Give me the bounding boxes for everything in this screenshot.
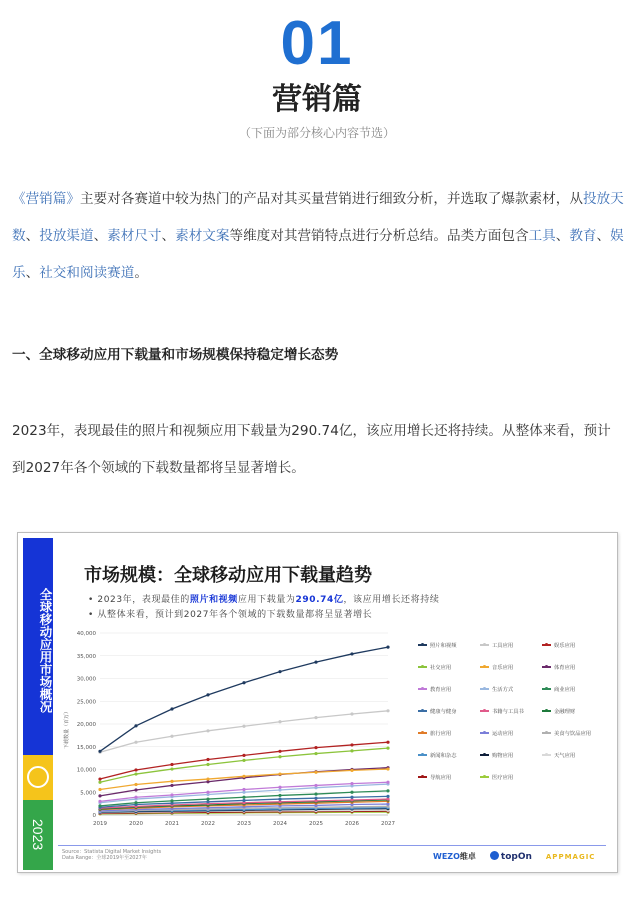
- legend-swatch: [480, 776, 489, 778]
- data-point: [350, 743, 353, 746]
- intro-text: 。: [134, 265, 148, 281]
- intro-keyword: 素材文案: [175, 228, 230, 244]
- data-range-line: Data Range：全球2019年至2027年: [62, 855, 147, 861]
- legend-swatch: [418, 732, 427, 734]
- data-point: [206, 763, 209, 766]
- legend-swatch: [480, 688, 489, 690]
- legend-item: [418, 685, 451, 693]
- legend-label: 旅行应用: [430, 731, 452, 737]
- legend-label: 商业应用: [554, 687, 576, 693]
- data-point: [242, 775, 245, 778]
- legend-label: 教育应用: [430, 687, 452, 693]
- topon-logo: [490, 851, 532, 862]
- y-tick-label: 25,000: [76, 699, 96, 706]
- legend-item: [480, 707, 524, 715]
- data-point: [386, 741, 389, 744]
- bullet-2: • 从整体来看，预计到2027年各个领域的下载数量都将呈显著增长: [88, 610, 373, 620]
- data-point: [350, 652, 353, 655]
- legend-label: 音乐应用: [492, 665, 514, 671]
- data-point: [278, 794, 281, 797]
- x-tick-label: 2021: [165, 821, 179, 827]
- sidebar-ring-block: [23, 755, 53, 800]
- x-tick-label: 2020: [129, 821, 143, 827]
- appmagic-logo: APPMAGIC: [545, 852, 596, 861]
- data-point: [314, 746, 317, 749]
- data-point: [314, 661, 317, 664]
- data-point: [350, 749, 353, 752]
- section-number: 01: [280, 9, 354, 78]
- data-point: [314, 752, 317, 755]
- source-line: Source：Statista Digital Market Insights: [62, 849, 162, 855]
- data-point: [170, 784, 173, 787]
- topon-dot-icon: [490, 851, 499, 860]
- source-note: [62, 849, 161, 861]
- legend-swatch: [480, 710, 489, 712]
- data-point: [314, 797, 317, 800]
- chart-title: 市场规模：全球移动应用下载量趋势: [84, 565, 372, 586]
- legend-swatch: [542, 732, 551, 734]
- data-point: [278, 797, 281, 800]
- legend-swatch: [480, 644, 489, 646]
- legend-swatch: [418, 644, 427, 646]
- intro-text: 、: [25, 265, 40, 281]
- legend-label: 社交应用: [430, 665, 452, 671]
- data-point: [206, 797, 209, 800]
- legend-item: [542, 685, 575, 693]
- legend-label: 照片和视频: [430, 643, 457, 649]
- intro-keyword: 社交和阅读赛道: [39, 265, 135, 281]
- data-point: [278, 670, 281, 673]
- data-point: [98, 750, 101, 753]
- data-point: [98, 777, 101, 780]
- intro-keyword: 工具: [528, 228, 556, 244]
- legend-label: 美食与饮品应用: [554, 731, 592, 737]
- data-point: [134, 772, 137, 775]
- legend-swatch: [542, 666, 551, 668]
- figure-frame: [17, 532, 618, 873]
- intro-text: 等维度对其营销特点进行分析总结。品类方面包含: [229, 228, 529, 244]
- y-tick-label: 30,000: [76, 676, 96, 683]
- x-tick-label: 2023: [237, 821, 251, 827]
- divider: [58, 845, 606, 846]
- legend-label: 生活方式: [492, 687, 514, 693]
- intro-text: 、: [93, 228, 108, 244]
- data-point: [386, 781, 389, 784]
- legend-label: 新闻和杂志: [430, 753, 457, 759]
- legend-swatch: [418, 776, 427, 778]
- bullet-highlight: 照片和视频: [189, 595, 238, 605]
- data-point: [206, 777, 209, 780]
- y-tick-label: 10,000: [76, 767, 96, 774]
- x-tick-label: 2025: [309, 821, 323, 827]
- legend-label: 运动应用: [492, 731, 514, 737]
- logo-bar: [433, 851, 595, 862]
- weizo-logo-text: WEZO: [433, 852, 460, 861]
- y-tick-label: 0: [92, 813, 96, 819]
- data-point: [134, 724, 137, 727]
- y-axis-label: 下载数量（百万）: [64, 708, 70, 749]
- legend-item: [480, 641, 513, 649]
- section-title: 营销篇: [272, 82, 362, 117]
- data-point: [350, 712, 353, 715]
- data-point: [314, 771, 317, 774]
- body-paragraph: 2023年，表现最佳的照片和视频应用下载量为290.74亿，该应用增长还将持续。从整体来看，预计到2027年各个领域的下载数量都将呈显著增长。: [12, 423, 611, 476]
- data-point: [134, 783, 137, 786]
- legend-label: 天气应用: [554, 753, 576, 759]
- bullet-highlight: 290.74亿: [295, 595, 344, 605]
- data-point: [278, 800, 281, 803]
- intro-keyword: 投放天数: [12, 191, 624, 244]
- data-point: [206, 729, 209, 732]
- data-point: [314, 792, 317, 795]
- data-point: [242, 754, 245, 757]
- intro-keyword: 教育: [569, 228, 597, 244]
- series-line: [100, 647, 388, 751]
- legend-item: [418, 773, 451, 781]
- data-point: [386, 709, 389, 712]
- data-point: [350, 769, 353, 772]
- sidebar-label: 全球移动应用市场概况: [23, 538, 53, 755]
- intro-text: 、: [555, 228, 570, 244]
- data-point: [386, 802, 389, 805]
- y-tick-label: 5,000: [80, 790, 96, 797]
- legend-item: [480, 751, 513, 759]
- x-tick-label: 2019: [93, 821, 107, 827]
- legend-swatch: [418, 688, 427, 690]
- data-point: [206, 800, 209, 803]
- ring-icon: [27, 766, 49, 788]
- data-point: [278, 750, 281, 753]
- data-point: [386, 646, 389, 649]
- bullet-text: • 2023年，表现最佳的: [88, 595, 190, 605]
- data-point: [134, 768, 137, 771]
- legend-swatch: [418, 666, 427, 668]
- legend-item: [418, 751, 457, 759]
- data-point: [242, 681, 245, 684]
- legend-label: 健康与健身: [430, 709, 457, 715]
- data-point: [134, 788, 137, 791]
- data-point: [278, 720, 281, 723]
- data-point: [170, 793, 173, 796]
- legend-label: 购物应用: [492, 753, 514, 759]
- y-tick-label: 15,000: [76, 744, 96, 751]
- legend-item: [542, 751, 575, 759]
- intro-text: 《营销篇》: [12, 191, 80, 207]
- data-point: [98, 800, 101, 803]
- chart-bullets: [88, 593, 439, 623]
- intro-text: 主要对各赛道中较为热门的产品对其买量营销进行细致分析，并选取了爆款素材，从: [79, 191, 583, 207]
- legend-swatch: [418, 710, 427, 712]
- bullet-1: [88, 593, 439, 608]
- data-point: [314, 784, 317, 787]
- data-point: [134, 801, 137, 804]
- data-point: [314, 716, 317, 719]
- data-point: [386, 747, 389, 750]
- legend-swatch: [480, 666, 489, 668]
- legend-item: [542, 729, 591, 737]
- y-tick-label: 40,000: [76, 631, 96, 637]
- data-point: [242, 788, 245, 791]
- data-point: [206, 791, 209, 794]
- legend-label: 书籍与工具书: [492, 709, 524, 715]
- sidebar-year: 2023: [23, 800, 53, 870]
- data-point: [170, 767, 173, 770]
- section-subtitle: （下面为部分核心内容节选）: [238, 126, 395, 140]
- legend-label: 金融理财: [554, 709, 576, 715]
- data-point: [242, 791, 245, 794]
- weizo-logo-cn: 维卓: [459, 852, 476, 861]
- legend-swatch: [418, 754, 427, 756]
- legend-item: [480, 663, 513, 671]
- data-point: [278, 786, 281, 789]
- legend-label: 娱乐应用: [554, 643, 576, 649]
- x-tick-label: 2026: [345, 821, 359, 827]
- legend-label: 医疗应用: [492, 775, 514, 781]
- data-point: [242, 799, 245, 802]
- line-chart: [58, 623, 398, 833]
- legend-item: [480, 729, 513, 737]
- data-point: [278, 755, 281, 758]
- weizo-logo: [433, 851, 476, 862]
- legend-item: [418, 707, 457, 715]
- legend-item: [418, 729, 451, 737]
- x-tick-label: 2024: [273, 821, 287, 827]
- data-point: [350, 782, 353, 785]
- topon-logo-text: topOn: [500, 852, 532, 862]
- data-point: [242, 759, 245, 762]
- data-point: [242, 725, 245, 728]
- data-point: [386, 795, 389, 798]
- intro-keyword: 素材尺寸: [107, 228, 162, 244]
- data-point: [170, 763, 173, 766]
- section-heading: 一、全球移动应用下载量和市场规模保持稳定增长态势: [12, 347, 339, 363]
- legend-item: [418, 641, 457, 649]
- data-point: [98, 794, 101, 797]
- intro-text: 、: [161, 228, 176, 244]
- data-point: [350, 791, 353, 794]
- legend-label: 体育应用: [554, 665, 576, 671]
- data-point: [314, 799, 317, 802]
- data-point: [386, 767, 389, 770]
- intro-keyword: 投放渠道: [39, 228, 94, 244]
- legend-swatch: [480, 732, 489, 734]
- data-point: [242, 796, 245, 799]
- data-point: [98, 788, 101, 791]
- data-point: [134, 741, 137, 744]
- chart-legend: [418, 641, 608, 801]
- legend-swatch: [542, 710, 551, 712]
- data-point: [134, 796, 137, 799]
- legend-swatch: [542, 644, 551, 646]
- intro-paragraph: [12, 181, 624, 292]
- x-tick-label: 2022: [201, 821, 215, 827]
- data-point: [278, 772, 281, 775]
- y-tick-label: 35,000: [76, 653, 96, 660]
- legend-item: [480, 773, 513, 781]
- data-point: [386, 789, 389, 792]
- x-tick-label: 2027: [381, 821, 395, 827]
- legend-label: 导航应用: [430, 775, 452, 781]
- data-point: [170, 707, 173, 710]
- legend-item: [542, 641, 575, 649]
- data-point: [206, 693, 209, 696]
- intro-keyword: 娱乐: [12, 228, 624, 281]
- y-tick-label: 20,000: [76, 722, 96, 728]
- data-point: [170, 780, 173, 783]
- data-point: [98, 781, 101, 784]
- legend-item: [418, 663, 451, 671]
- legend-item: [542, 663, 575, 671]
- data-point: [206, 780, 209, 783]
- intro-text: 、: [25, 228, 40, 244]
- data-point: [350, 796, 353, 799]
- legend-swatch: [542, 754, 551, 756]
- bullet-text: ，该应用增长还将持续: [343, 595, 440, 605]
- legend-swatch: [542, 688, 551, 690]
- legend-item: [542, 707, 575, 715]
- legend-swatch: [480, 754, 489, 756]
- bullet-text: 应用下载量为: [237, 595, 296, 605]
- data-point: [98, 804, 101, 807]
- data-point: [170, 799, 173, 802]
- legend-label: 工具应用: [492, 643, 514, 649]
- legend-item: [480, 685, 513, 693]
- data-point: [386, 797, 389, 800]
- data-point: [206, 758, 209, 761]
- data-point: [350, 798, 353, 801]
- intro-text: 、: [596, 228, 611, 244]
- data-point: [170, 735, 173, 738]
- data-point: [278, 788, 281, 791]
